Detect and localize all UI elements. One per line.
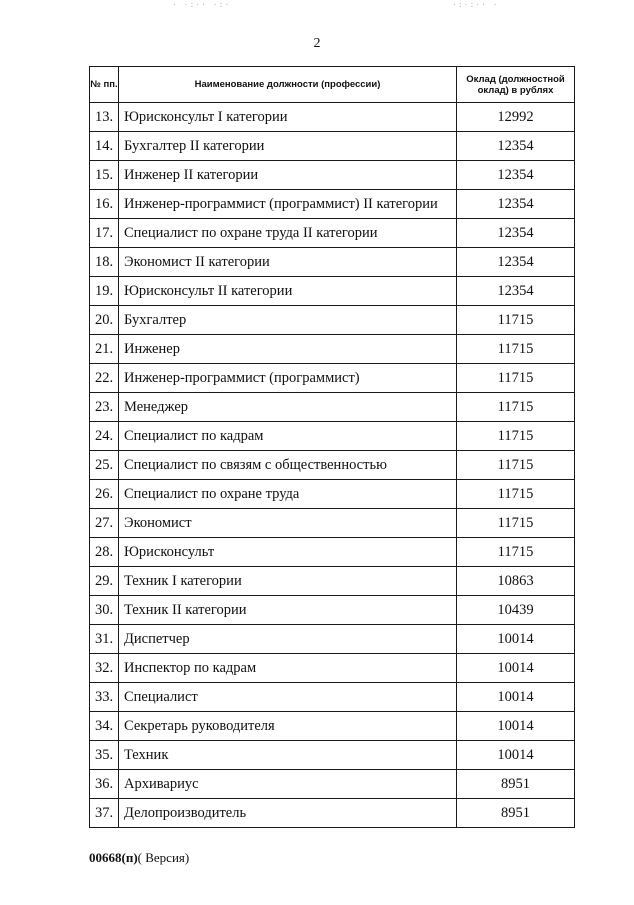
table-row xyxy=(90,451,575,480)
row-number: 21. xyxy=(90,335,119,364)
salary-value: 11715 xyxy=(457,480,575,509)
table-row xyxy=(90,538,575,567)
document-footer xyxy=(89,850,189,866)
position-name: Специалист по охране труда xyxy=(119,480,457,509)
row-number: 34. xyxy=(90,712,119,741)
position-name: Инженер-программист (программист) II категории xyxy=(119,190,457,219)
table-row xyxy=(90,596,575,625)
table-body xyxy=(90,103,575,828)
table-header-row xyxy=(90,67,575,103)
row-number: 33. xyxy=(90,683,119,712)
position-name: Экономист xyxy=(119,509,457,538)
position-name: Специалист по охране труда II категории xyxy=(119,219,457,248)
row-number: 37. xyxy=(90,799,119,828)
row-number: 30. xyxy=(90,596,119,625)
salary-value: 10439 xyxy=(457,596,575,625)
table-row xyxy=(90,277,575,306)
header-number: № пп. xyxy=(90,67,119,103)
position-name: Специалист по кадрам xyxy=(119,422,457,451)
row-number: 26. xyxy=(90,480,119,509)
salary-value: 10863 xyxy=(457,567,575,596)
position-name: Инспектор по кадрам xyxy=(119,654,457,683)
table-row xyxy=(90,190,575,219)
table-row xyxy=(90,422,575,451)
position-name: Менеджер xyxy=(119,393,457,422)
salary-table xyxy=(89,66,575,828)
page-number: 2 xyxy=(313,36,321,51)
table-row xyxy=(90,712,575,741)
salary-value: 11715 xyxy=(457,451,575,480)
row-number: 27. xyxy=(90,509,119,538)
salary-value: 10014 xyxy=(457,712,575,741)
position-name: Юрисконсульт II категории xyxy=(119,277,457,306)
position-name: Инженер II категории xyxy=(119,161,457,190)
table-row xyxy=(90,335,575,364)
table-row xyxy=(90,567,575,596)
row-number: 17. xyxy=(90,219,119,248)
table-row xyxy=(90,306,575,335)
document-code: 00668(п) xyxy=(89,850,138,865)
salary-value: 12992 xyxy=(457,103,575,132)
row-number: 13. xyxy=(90,103,119,132)
position-name: Юрисконсульт xyxy=(119,538,457,567)
salary-value: 11715 xyxy=(457,509,575,538)
scan-artifact-left: · ·:·· ·:· xyxy=(172,0,231,9)
position-name: Специалист по связям с общественностью xyxy=(119,451,457,480)
table-row xyxy=(90,364,575,393)
row-number: 22. xyxy=(90,364,119,393)
position-name: Техник I категории xyxy=(119,567,457,596)
scan-artifact-right: ·:·:·· · xyxy=(452,0,499,9)
table-row xyxy=(90,161,575,190)
position-name: Инженер xyxy=(119,335,457,364)
salary-value: 8951 xyxy=(457,799,575,828)
table-row xyxy=(90,219,575,248)
position-name: Техник II категории xyxy=(119,596,457,625)
row-number: 15. xyxy=(90,161,119,190)
table-row xyxy=(90,509,575,538)
header-position-name: Наименование должности (профессии) xyxy=(119,67,457,103)
row-number: 23. xyxy=(90,393,119,422)
salary-value: 11715 xyxy=(457,306,575,335)
document-version: ( Версия) xyxy=(137,850,190,865)
table-row xyxy=(90,103,575,132)
salary-value: 10014 xyxy=(457,625,575,654)
salary-value: 12354 xyxy=(457,190,575,219)
row-number: 25. xyxy=(90,451,119,480)
row-number: 36. xyxy=(90,770,119,799)
position-name: Архивариус xyxy=(119,770,457,799)
salary-value: 11715 xyxy=(457,393,575,422)
position-name: Делопроизводитель xyxy=(119,799,457,828)
table-row xyxy=(90,132,575,161)
salary-value: 11715 xyxy=(457,422,575,451)
salary-value: 11715 xyxy=(457,335,575,364)
position-name: Инженер-программист (программист) xyxy=(119,364,457,393)
table-row xyxy=(90,741,575,770)
table-row xyxy=(90,770,575,799)
table-row xyxy=(90,625,575,654)
salary-value: 12354 xyxy=(457,219,575,248)
table-row xyxy=(90,683,575,712)
position-name: Секретарь руководителя xyxy=(119,712,457,741)
salary-value: 11715 xyxy=(457,538,575,567)
salary-value: 12354 xyxy=(457,161,575,190)
position-name: Специалист xyxy=(119,683,457,712)
salary-value: 11715 xyxy=(457,364,575,393)
salary-value: 12354 xyxy=(457,132,575,161)
row-number: 16. xyxy=(90,190,119,219)
table-row xyxy=(90,248,575,277)
row-number: 20. xyxy=(90,306,119,335)
position-name: Бухгалтер II категории xyxy=(119,132,457,161)
row-number: 32. xyxy=(90,654,119,683)
row-number: 19. xyxy=(90,277,119,306)
row-number: 24. xyxy=(90,422,119,451)
table-row xyxy=(90,799,575,828)
row-number: 31. xyxy=(90,625,119,654)
table-row xyxy=(90,654,575,683)
header-salary: Оклад (должностной оклад) в рублях xyxy=(457,67,575,103)
position-name: Диспетчер xyxy=(119,625,457,654)
salary-value: 12354 xyxy=(457,248,575,277)
salary-value: 10014 xyxy=(457,654,575,683)
table-row xyxy=(90,393,575,422)
position-name: Бухгалтер xyxy=(119,306,457,335)
table-row xyxy=(90,480,575,509)
row-number: 18. xyxy=(90,248,119,277)
position-name: Юрисконсульт I категории xyxy=(119,103,457,132)
row-number: 28. xyxy=(90,538,119,567)
row-number: 14. xyxy=(90,132,119,161)
row-number: 29. xyxy=(90,567,119,596)
position-name: Техник xyxy=(119,741,457,770)
position-name: Экономист II категории xyxy=(119,248,457,277)
salary-value: 12354 xyxy=(457,277,575,306)
salary-value: 8951 xyxy=(457,770,575,799)
row-number: 35. xyxy=(90,741,119,770)
salary-value: 10014 xyxy=(457,741,575,770)
salary-value: 10014 xyxy=(457,683,575,712)
